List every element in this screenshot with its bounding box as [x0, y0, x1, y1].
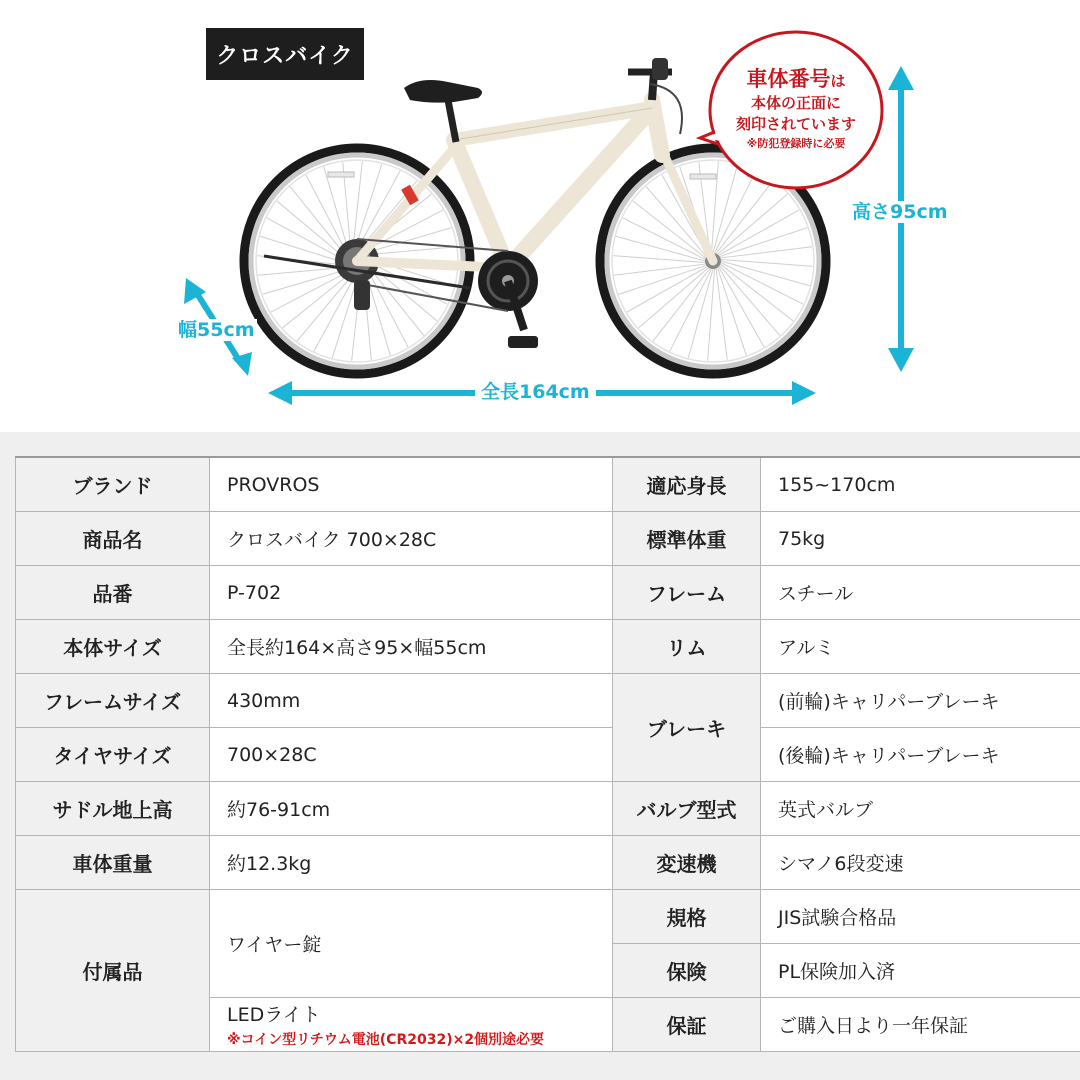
- saddle: [404, 80, 482, 103]
- led-light-label: LEDライト: [227, 1004, 321, 1026]
- serial-note-emphasis: 車体番号: [746, 67, 831, 91]
- spec-value-rider-height: 155~170cm: [761, 457, 1080, 512]
- spec-value-warranty: ご購入日より一年保証: [761, 998, 1080, 1052]
- front-reflector: [690, 174, 716, 179]
- wheel-spoke: [716, 181, 773, 254]
- serial-note-line1: [746, 67, 845, 93]
- length-dimension-label: 全長164cm: [475, 381, 596, 403]
- pedal: [508, 336, 538, 348]
- table-row: [16, 890, 1080, 944]
- wheel-spoke: [370, 274, 408, 347]
- spec-value-brake-rear: (後輪)キャリパーブレーキ: [761, 728, 1080, 782]
- spec-value-accessory-wire-lock: ワイヤー錠: [210, 890, 613, 998]
- spec-label-standard: 規格: [613, 890, 761, 944]
- wheel-spoke: [267, 218, 340, 258]
- wheel-spoke: [708, 269, 715, 361]
- spec-label-brake: ブレーキ: [613, 674, 761, 782]
- spec-value-brand: PROVROS: [210, 457, 613, 512]
- spec-value-rider-weight: 75kg: [761, 512, 1080, 566]
- spec-label-weight: 車体重量: [16, 836, 210, 890]
- wheel-spoke: [721, 259, 813, 266]
- table-row: [16, 566, 1080, 620]
- width-dimension-label: 幅55cm: [178, 319, 255, 341]
- spec-value-product-name: クロスバイク 700×28C: [210, 512, 613, 566]
- spec-value-standard: JIS試験合格品: [761, 890, 1080, 944]
- serial-note-line2: 本体の正面に: [750, 94, 841, 112]
- wheel-spoke: [627, 267, 707, 312]
- wheel-spoke: [258, 268, 340, 275]
- battery-note: ※コイン型リチウム電池(CR2032)×2個別途必要: [227, 1032, 545, 1048]
- spec-value-brake-front: (前輪)キャリパーブレーキ: [761, 674, 1080, 728]
- wheel-spoke: [271, 274, 344, 312]
- wheel-spoke: [670, 269, 712, 351]
- height-dimension-label: 高さ95cm: [852, 201, 948, 223]
- table-row: [16, 674, 1080, 728]
- handlebar-grip: [652, 58, 668, 80]
- spec-value-saddle-height: 約76-91cm: [210, 782, 613, 836]
- wheel-spoke: [721, 263, 803, 305]
- spec-value-rim: アルミ: [761, 620, 1080, 674]
- spec-label-warranty: 保証: [613, 998, 761, 1052]
- spec-label-product-name: 商品名: [16, 512, 210, 566]
- spec-value-weight: 約12.3kg: [210, 836, 613, 890]
- spec-value-model-no: P-702: [210, 566, 613, 620]
- table-row: [16, 782, 1080, 836]
- spec-label-rider-weight: 標準体重: [613, 512, 761, 566]
- spec-value-body-size: 全長約164×高さ95×幅55cm: [210, 620, 613, 674]
- serial-note-line4: ※防犯登録時に必要: [746, 137, 846, 150]
- spec-value-frame: スチール: [761, 566, 1080, 620]
- wheel-spoke: [314, 279, 354, 352]
- spec-label-saddle-height: サドル地上高: [16, 782, 210, 836]
- wheel-reflector: [328, 172, 354, 177]
- spec-label-tire-size: タイヤサイズ: [16, 728, 210, 782]
- spec-value-valve: 英式バルブ: [761, 782, 1080, 836]
- wheel-spoke: [374, 247, 456, 254]
- spec-value-tire-size: 700×28C: [210, 728, 613, 782]
- wheel-spoke: [653, 268, 710, 341]
- spec-label-frame-size: フレームサイズ: [16, 674, 210, 728]
- wheel-spoke: [263, 271, 342, 294]
- table-row: [16, 512, 1080, 566]
- spec-value-insurance: PL保険加入済: [761, 944, 1080, 998]
- wheel-spoke: [719, 210, 799, 255]
- wheel-spoke: [716, 268, 727, 360]
- spec-table: [15, 456, 1080, 1052]
- wheel-spoke: [720, 264, 793, 321]
- table-row: [16, 728, 1080, 782]
- table-row: [16, 836, 1080, 890]
- spec-label-frame: フレーム: [613, 566, 761, 620]
- spec-label-body-size: 本体サイズ: [16, 620, 210, 674]
- spec-label-rider-height: 適応身長: [613, 457, 761, 512]
- wheel-spoke: [324, 167, 347, 246]
- spec-label-model-no: 品番: [16, 566, 210, 620]
- spec-value-frame-size: 430mm: [210, 674, 613, 728]
- spec-section: [0, 432, 1080, 1080]
- wheel-spoke: [613, 256, 705, 263]
- category-tag: クロスバイク: [206, 28, 364, 80]
- spec-value-accessory-led-light: [210, 998, 613, 1052]
- spec-label-gears: 変速機: [613, 836, 761, 890]
- spec-label-brand: ブランド: [16, 457, 210, 512]
- spec-value-gears: シマノ6段変速: [761, 836, 1080, 890]
- spec-label-rim: リム: [613, 620, 761, 674]
- product-hero: [0, 0, 1080, 432]
- serial-note-line3: 刻印されています: [735, 115, 856, 133]
- wheel-spoke: [719, 267, 764, 347]
- wheel-spoke: [306, 175, 344, 248]
- spec-label-valve: バルブ型式: [613, 782, 761, 836]
- spec-label-insurance: 保険: [613, 944, 761, 998]
- rear-derailleur: [354, 280, 370, 310]
- serial-note-particle: は: [830, 72, 846, 90]
- table-row: [16, 457, 1080, 512]
- serial-number-note: [714, 36, 878, 184]
- table-row: [16, 620, 1080, 674]
- wheel-spoke: [720, 247, 812, 258]
- spec-label-accessories: 付属品: [16, 890, 210, 1052]
- wheel-spoke: [614, 264, 706, 275]
